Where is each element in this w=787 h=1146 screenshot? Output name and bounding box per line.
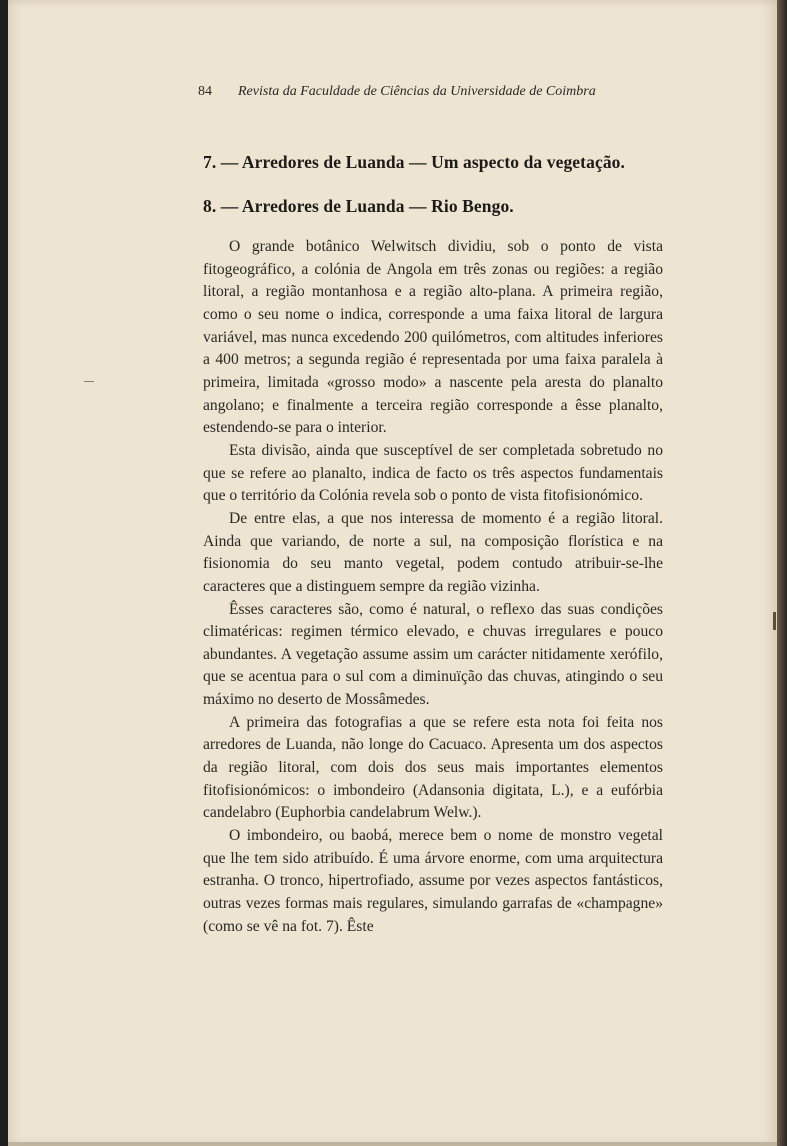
paragraph: Esta divisão, ainda que susceptível de ser completada sobretudo no que se refere ao planalto, indica de facto os três aspectos fundamentais que o território da Colónia revela sob o ponto de vista fitofisionómico.: [203, 441, 663, 505]
page-edge-tick: [773, 612, 776, 630]
margin-mark: [84, 381, 94, 382]
page-bottom-edge: [8, 1142, 777, 1146]
paragraph: Êsses caracteres são, como é natural, o reflexo das suas condições climatéricas: regimen térmico elevado, e chuvas irregulares e pouco abundantes. A vegetação assume assim um carácter nitidamente xerófilo, que se acentua para o sul com a diminuïção das chuvas, atingindo o seu máximo no deserto de Mossâmedes.: [203, 600, 663, 709]
book-spine-edge: [777, 0, 787, 1146]
figure-caption-8: 8. — Arredores de Luanda — Rio Bengo.: [203, 196, 514, 216]
journal-title: Revista da Faculdade de Ciências da Universidade de Coimbra: [238, 84, 596, 99]
paragraph: De entre elas, a que nos interessa de momento é a região litoral. Ainda que variando, de norte a sul, na composição florística e na fisionomia do seu manto vegetal, podem contudo atribuir-se-lhe caracteres que a distinguem sempre da região vizinha.: [203, 509, 663, 595]
figure-caption-7: 7. — Arredores de Luanda — Um aspecto da vegetação.: [203, 152, 625, 172]
page-number: 84: [198, 84, 212, 99]
body-text: [203, 236, 663, 938]
paragraph: A primeira das fotografias a que se refere esta nota foi feita nos arredores de Luanda, não longe do Cacuaco. Apresenta um dos aspectos da região litoral, com dois dos seus mais importantes elementos fitofisionómicos: o imbondeiro (Adansonia digitata, L.), e a eufórbia candelabro (Euphorbia candelabrum Welw.).: [203, 713, 663, 822]
running-header: [198, 84, 658, 100]
paragraph: O grande botânico Welwitsch dividiu, sob o ponto de vista fitogeográfico, a colónia de Angola em três zonas ou regiões: a região litoral, a região montanhosa e a região alto-plana. A primeira região, como o seu nome o indica, corresponde a uma faixa litoral de largura variável, mas nunca excedendo 200 quilómetros, com altitudes inferiores a 400 metros; a segunda região é representada por uma faixa paralela à primeira, limitada «grosso modo» a nascente pela aresta do planalto angolano; e finalmente a terceira região corresponde a êsse planalto, estendendo-se para o interior.: [203, 238, 663, 437]
paragraph: O imbondeiro, ou baobá, merece bem o nome de monstro vegetal que lhe tem sido atribuído. É uma árvore enorme, com uma arquitectura estranha. O tronco, hipertrofiado, assume por vezes aspectos fantásticos, outras vezes formas mais regulares, simulando garrafas de «champagne» (como se vê na fot. 7). Êste: [203, 827, 663, 935]
book-page: [8, 0, 777, 1146]
